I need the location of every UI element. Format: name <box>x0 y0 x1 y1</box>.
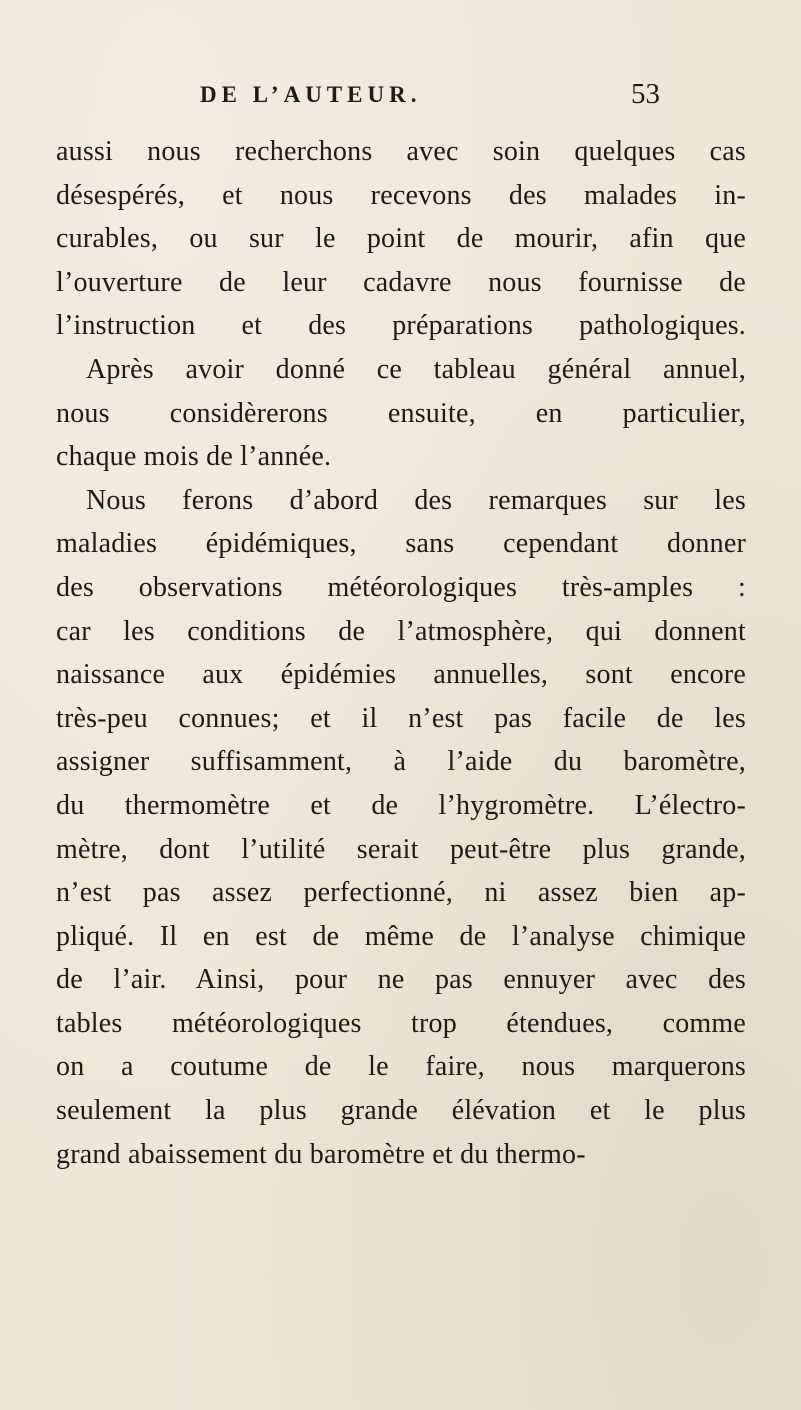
text-line: tables météorologiques trop étendues, comme <box>56 1007 746 1039</box>
paragraph-start-line: Nous ferons d’abord des remarques sur les <box>86 484 746 516</box>
paragraph-end-line: chaque mois de l’année. <box>56 441 332 473</box>
text-line: désespérés, et nous recevons des malades in- <box>56 179 746 211</box>
text-line: mètre, dont l’utilité serait peut-être plus grande, <box>56 833 746 865</box>
text-line: grand abaissement du baromètre et du thermo- <box>56 1138 586 1170</box>
body-text <box>56 130 746 1176</box>
text-line: l’instruction et des préparations pathologiques. <box>56 310 746 342</box>
text-line: assigner suffisamment, à l’aide du baromètre, <box>56 746 746 778</box>
text-line: de l’air. Ainsi, pour ne pas ennuyer avec des <box>56 964 746 996</box>
text-line: on a coutume de le faire, nous marquerons <box>56 1051 746 1083</box>
text-line: maladies épidémiques, sans cependant donner <box>56 528 746 560</box>
page-header <box>200 78 660 122</box>
text-line: naissance aux épidémies annuelles, sont encore <box>56 659 746 691</box>
text-line: l’ouverture de leur cadavre nous fournisse de <box>56 266 746 298</box>
text-line: pliqué. Il en est de même de l’analyse chimique <box>56 920 746 952</box>
running-head: DE L’AUTEUR. <box>200 82 422 107</box>
text-line: aussi nous recherchons avec soin quelques cas <box>56 136 746 167</box>
text-line: des observations météorologiques très-amples : <box>56 571 746 603</box>
text-line: seulement la plus grande élévation et le plus <box>56 1095 746 1127</box>
text-line: très-peu connues; et il n’est pas facile de les <box>56 702 746 734</box>
text-line: car les conditions de l’atmosphère, qui donnent <box>56 615 746 647</box>
paragraph-start-line: Après avoir donné ce tableau général annuel, <box>86 353 746 385</box>
text-line: du thermomètre et de l’hygromètre. L’électro- <box>56 789 746 821</box>
text-line: curables, ou sur le point de mourir, afin que <box>56 223 746 255</box>
page-number: 53 <box>631 78 660 110</box>
text-line: n’est pas assez perfectionné, ni assez bien ap- <box>56 877 746 909</box>
text-line: nous considèrerons ensuite, en particulier, <box>56 397 746 429</box>
